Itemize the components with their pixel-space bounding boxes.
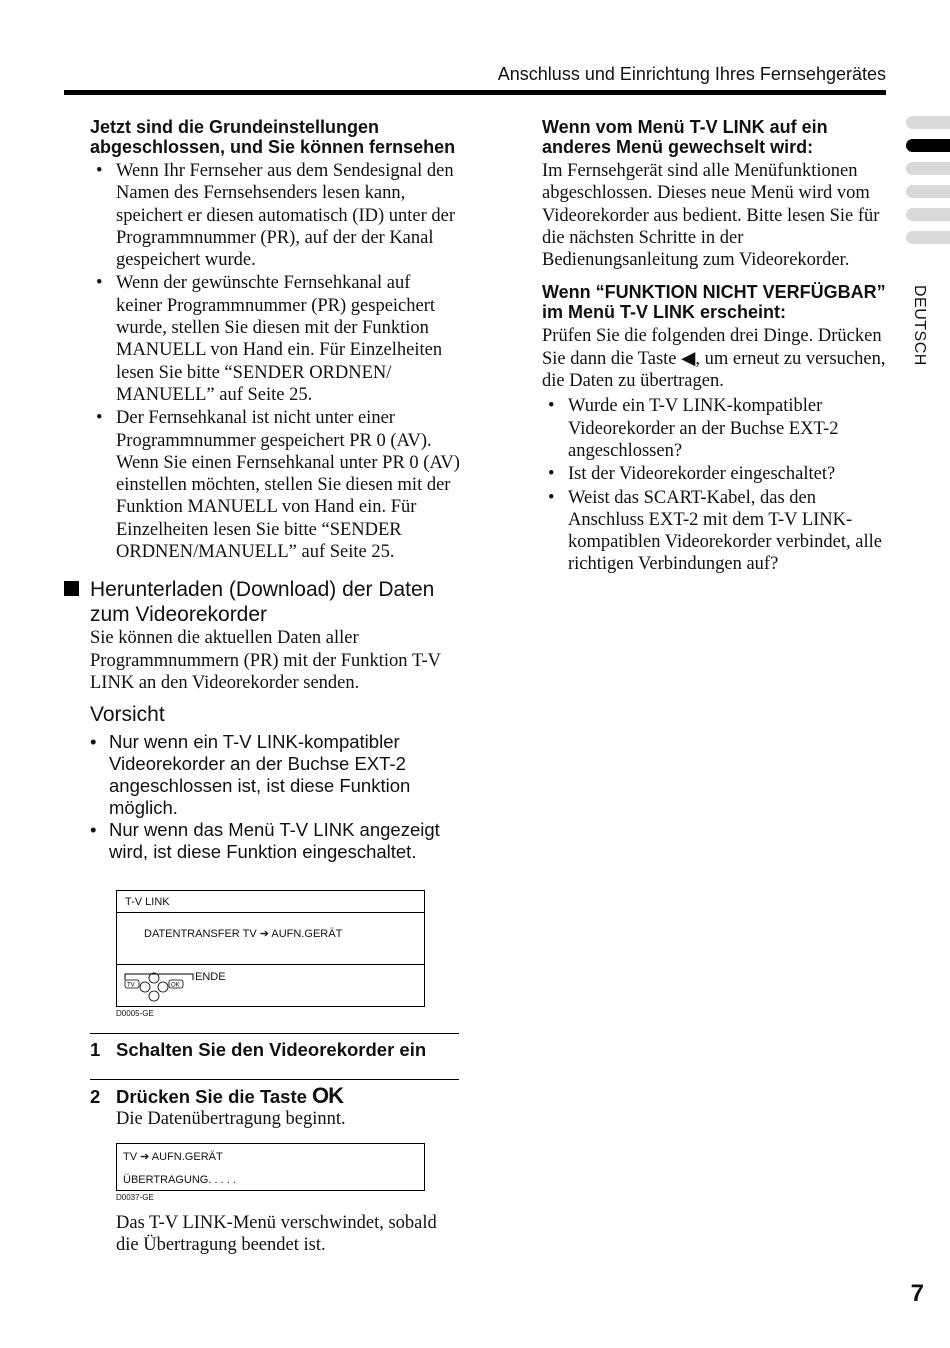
step-text: Schalten Sie den Videorekorder ein (116, 1039, 427, 1060)
bullet-icon: • (96, 161, 103, 181)
list-item (90, 731, 460, 819)
step-text: Drücken Sie die Taste (116, 1086, 307, 1107)
intro-bullet-list (90, 160, 460, 563)
divider (117, 964, 424, 965)
left-column (90, 117, 460, 863)
bullet-icon: • (90, 819, 97, 841)
list-item-text: Wenn Ihr Fernseher aus dem Sendesignal den Namen des Fernsehsenders lesen kann, speichert er diesen automatisch (ID) unter der Programmnummer (PR), auf der der Kanal gespeichert wurde. (116, 161, 456, 271)
end-label: ENDE (195, 971, 226, 983)
caution-bullet-list (90, 731, 460, 863)
bullet-icon: • (548, 396, 555, 417)
text-part: , um erneut zu versuchen, die Daten zu übertragen. (542, 348, 886, 392)
bullet-icon: • (90, 731, 97, 753)
transfer-line (123, 1150, 223, 1163)
step-rule (90, 1079, 459, 1080)
transfer-target: AUFN.GERÄT (151, 1151, 223, 1163)
language-tab-active (906, 139, 950, 152)
tv-link-menu-change-heading: Wenn vom Menü T-V LINK auf ein anderes Menü gewechselt wird: (542, 117, 828, 157)
function-unavailable-heading: Wenn “FUNKTION NICHT VERFÜGBAR” im Menü T-V LINK erscheint: (542, 282, 886, 323)
step-number: 2 (90, 1086, 101, 1107)
list-item-text: Der Fernsehkanal ist nicht unter einer Programmnummer gespeichert PR 0 (AV). Wenn Sie einen Fernsehkanal unter PR 0 (AV) einstellen möchten, stellen Sie diesen mit der Funktion MANUELL von Hand ein. Für Einzelheiten lesen Sie bitte “SENDER ORDNEN/MANUELL” auf Seite 25. (116, 408, 460, 563)
step-number: 1 (90, 1039, 101, 1060)
menu-line-target: AUFN.GERÄT (271, 928, 343, 940)
list-item-text: Weist das SCART-Kabel, das den Anschluss EXT-2 mit dem T-V LINK-kompatiblen Videorekorder verbindet, alle richtigen Verbindungen auf? (568, 487, 882, 575)
bullet-icon: • (548, 464, 555, 485)
language-tab (906, 162, 950, 175)
checklist (542, 395, 887, 575)
function-unavailable-text (542, 325, 887, 392)
right-column (542, 117, 887, 577)
list-item-text: Nur wenn das Menü T-V LINK angezeigt wird, ist diese Funktion eingeschaltet. (109, 819, 440, 863)
arrow-right-icon: ➔ (259, 928, 269, 940)
download-heading: Herunterladen (Download) der Daten zum Videorekorder (90, 578, 435, 627)
step-2 (90, 1083, 343, 1109)
list-item (90, 407, 460, 563)
language-tab (906, 231, 950, 244)
language-tab (906, 116, 950, 129)
list-item (90, 819, 460, 863)
list-item-text: Ist der Videorekorder eingeschaltet? (568, 464, 836, 485)
final-text: Das T-V LINK-Menü verschwindet, sobald die Übertragung beendet ist. (116, 1213, 437, 1256)
list-item (90, 160, 460, 271)
tv-link-menu-illustration (116, 890, 425, 1007)
menu-line (144, 927, 342, 940)
header-rule (64, 90, 886, 95)
list-item (90, 272, 460, 406)
list-item (542, 487, 887, 576)
page-number: 7 (910, 1280, 924, 1307)
step-1 (90, 1039, 426, 1061)
arrow-right-icon: ➔ (140, 1151, 150, 1163)
language-label: DEUTSCH (911, 285, 928, 366)
figure-code: D0037-GE (116, 1193, 154, 1202)
bullet-icon: • (96, 408, 103, 429)
remote-dpad-icon (123, 968, 195, 1004)
menu-line-source: DATENTRANSFER TV (144, 928, 257, 940)
language-tab (906, 208, 950, 221)
transfer-screen-illustration (116, 1143, 425, 1191)
list-item (542, 463, 887, 485)
language-tab (906, 185, 950, 198)
list-item-text: Nur wenn ein T-V LINK-kompatibler Videorekorder an der Buchse EXT-2 angeschlossen ist, ist diese Funktion möglich. (109, 731, 411, 819)
intro-heading: Jetzt sind die Grundeinstellungen abgeschlossen, und Sie können fernsehen (90, 117, 456, 157)
transfer-status: ÜBERTRAGUNG. . . . . (123, 1174, 236, 1186)
figure-code: D0005-GE (116, 1009, 154, 1018)
step-2-subtext: Die Datenübertragung beginnt. (116, 1109, 346, 1129)
download-text: Sie können die aktuellen Daten aller Programmnummern (PR) mit der Funktion T-V LINK an den Videorekorder senden. (90, 628, 441, 693)
step-rule (90, 1033, 459, 1034)
download-section-header (90, 577, 460, 627)
transfer-source: TV (123, 1151, 138, 1163)
left-arrow-key-icon: ◀ (681, 348, 696, 369)
language-tabs (906, 116, 950, 254)
bullet-icon: • (548, 487, 555, 508)
menu-title: T-V LINK (125, 896, 170, 908)
list-item-text: Wurde ein T-V LINK-kompatibler Videorekorder an der Buchse EXT-2 angeschlossen? (568, 396, 839, 461)
list-item (542, 395, 887, 462)
list-item-text: Wenn der gewünschte Fernsehkanal auf keiner Programmnummer (PR) gespeichert wurde, stellen Sie diesen mit der Funktion MANUELL von Hand ein. Für Einzelheiten lesen Sie bitte “SENDER ORDNEN/ MANUELL” auf Seite 25. (116, 273, 443, 405)
ok-key-icon: OK (312, 1083, 344, 1108)
bullet-icon: • (96, 273, 103, 294)
caution-heading: Vorsicht (90, 703, 165, 727)
tv-key-label: TV (127, 982, 135, 989)
square-bullet-icon (64, 581, 79, 596)
tv-link-menu-change-text: Im Fernsehgerät sind alle Menüfunktionen abgeschlossen. Dieses neue Menü wird vom Videorekorder aus bedient. Bitte lesen Sie für die nächsten Schritte in der Bedienungsanleitung zum Videorekorder. (542, 161, 880, 271)
text-part: Prüfen Sie die folgenden drei Dinge. Drücken Sie dann die Taste (542, 326, 882, 369)
divider (117, 912, 424, 913)
ok-key-label: OK (171, 982, 180, 989)
running-header: Anschluss und Einrichtung Ihres Fernsehgerätes (497, 64, 886, 84)
